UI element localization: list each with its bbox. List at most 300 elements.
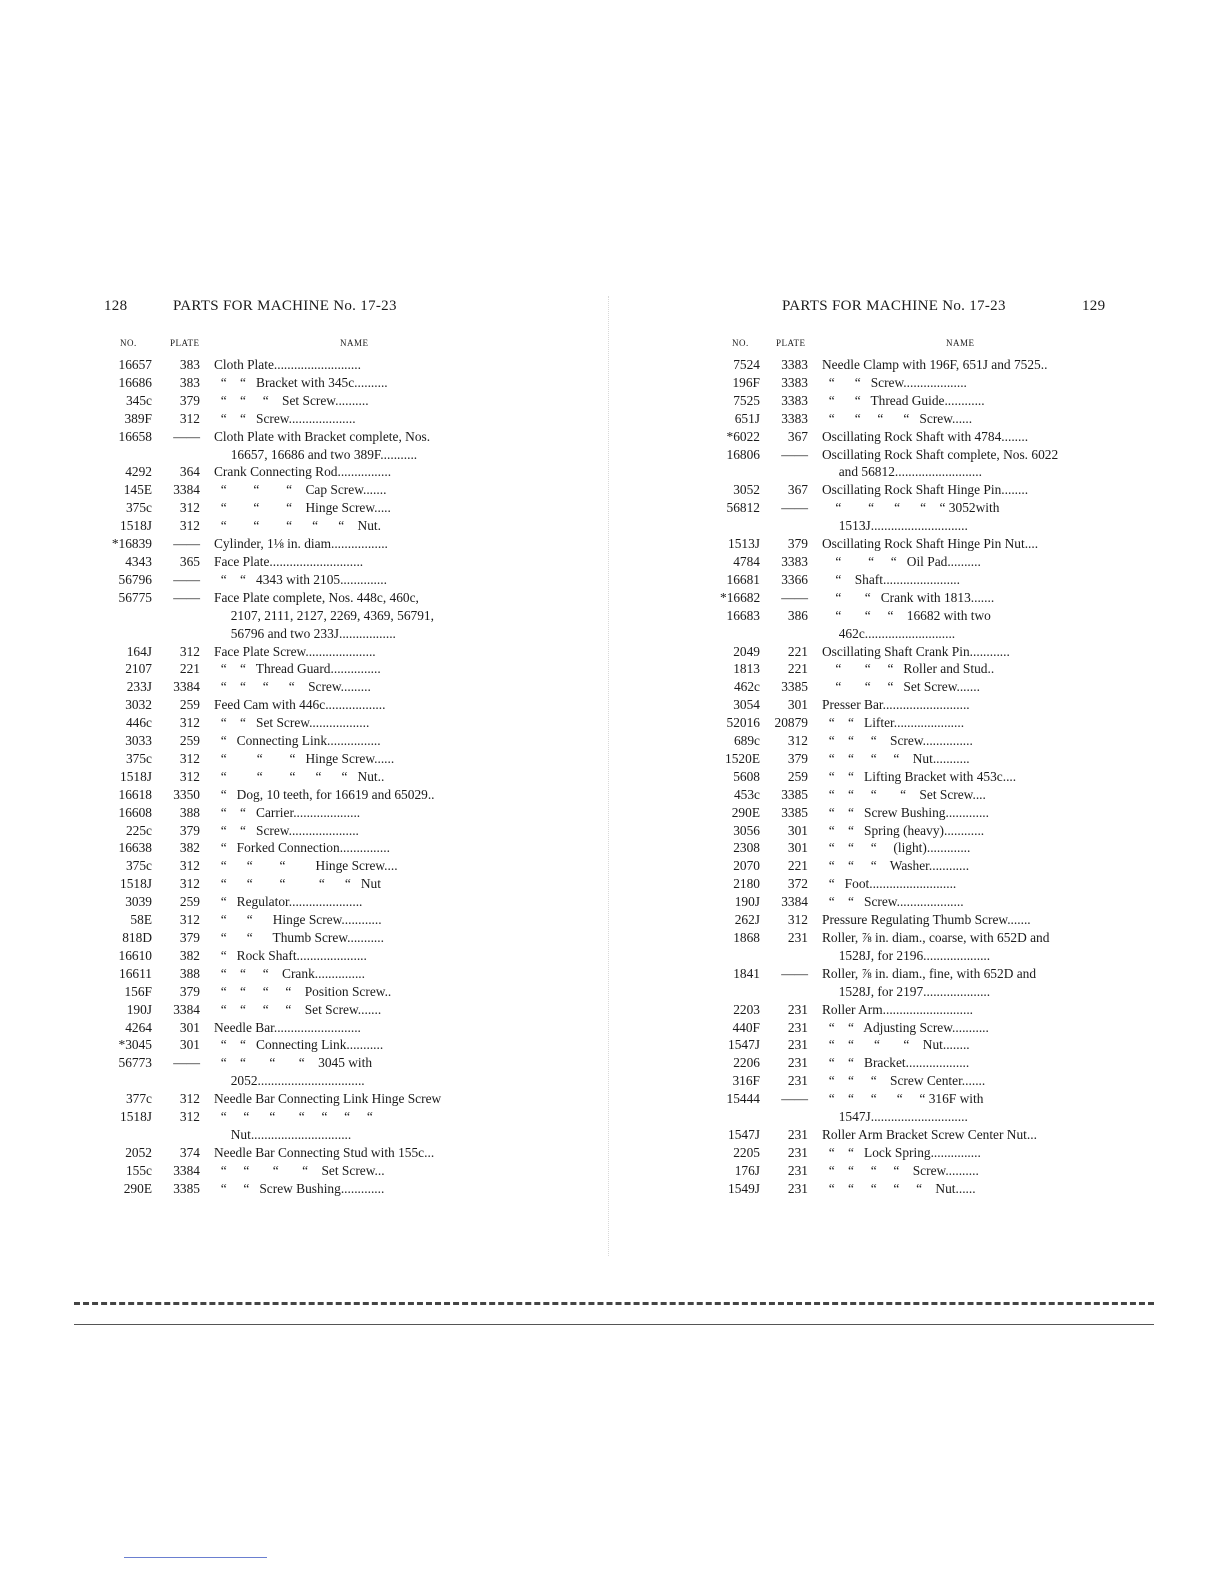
part-number: 3033	[125, 733, 152, 749]
part-number: 7524	[733, 357, 760, 372]
table-row	[720, 589, 1105, 607]
part-name: Face Plate complete, Nos. 448c, 460c,	[214, 589, 419, 605]
table-row	[720, 1072, 1105, 1090]
table-row	[104, 1126, 500, 1144]
part-name: Oscillating Rock Shaft Hinge Pin Nut....	[822, 536, 1039, 552]
plate-number: 382	[179, 840, 200, 856]
part-number: 3032	[125, 697, 152, 713]
part-name: “ “ Bracket with 345c..........	[214, 374, 388, 390]
part-name: “ “ Crank with 1813.......	[822, 589, 995, 605]
plate-number: 231	[787, 1073, 808, 1089]
part-number: 2070	[733, 858, 760, 874]
table-row	[104, 822, 500, 840]
table-row	[104, 410, 500, 428]
part-name: “ “ Set Screw..................	[214, 715, 370, 731]
plate-number: ——	[781, 1091, 808, 1107]
part-name: “ “ “ “ Nut...........	[822, 750, 970, 766]
plate-number: 312	[787, 912, 808, 928]
table-row	[104, 804, 500, 822]
part-number: *6022	[726, 428, 760, 444]
plate-number: 3366	[781, 571, 808, 587]
part-number: 16608	[118, 804, 152, 820]
col-plate-header: PLATE	[170, 338, 200, 348]
part-name: 1528J, for 2196....................	[822, 947, 991, 963]
plate-number: 301	[787, 840, 808, 856]
right-page-number: 129	[1082, 298, 1106, 314]
part-name: Face Plate Screw.....................	[214, 643, 376, 659]
plate-number: 231	[787, 1019, 808, 1035]
col-name-header: NAME	[946, 338, 975, 348]
part-number: 4784	[733, 553, 760, 569]
plate-number: 221	[787, 858, 808, 874]
plate-number: 379	[179, 930, 200, 945]
part-name: Oscillating Rock Shaft Hinge Pin........	[822, 482, 1029, 498]
table-row	[104, 374, 500, 392]
table-row	[720, 983, 1105, 1001]
part-name: Face Plate............................	[214, 553, 364, 569]
table-row	[720, 696, 1105, 714]
part-name: “ “ “ “ Nut........	[822, 1037, 970, 1053]
part-number: 4343	[125, 553, 152, 569]
part-name: “ “ “ Hinge Screw......	[214, 750, 395, 766]
part-number: 16657	[118, 357, 152, 372]
table-row	[720, 1036, 1105, 1054]
part-name: Cylinder, 1⅛ in. diam.................	[214, 536, 388, 552]
plate-number: 312	[179, 1109, 200, 1125]
part-number: 1518J	[120, 1109, 152, 1125]
table-row	[104, 1090, 500, 1108]
left-page	[104, 298, 500, 1198]
table-row	[720, 678, 1105, 696]
part-name: “ Shaft.......................	[822, 571, 960, 587]
part-number: 58E	[130, 912, 152, 928]
part-number: 16681	[726, 571, 760, 587]
table-row	[720, 947, 1105, 965]
part-name: “ “ “ “ Set Screw....	[822, 786, 986, 802]
part-number: 290E	[731, 804, 760, 820]
part-name: 1513J.............................	[822, 518, 968, 534]
part-number: 7525	[733, 392, 760, 408]
part-name: 2052................................	[214, 1073, 365, 1089]
plate-number: 379	[787, 750, 808, 766]
plate-number: 3384	[173, 482, 200, 498]
part-name: “ “ “ Crank...............	[214, 965, 365, 981]
table-row	[720, 1180, 1105, 1198]
part-number: *16839	[111, 536, 152, 552]
part-name: Crank Connecting Rod................	[214, 464, 392, 480]
table-row	[720, 374, 1105, 392]
part-name: Roller Arm...........................	[822, 1001, 974, 1017]
plate-number: 374	[179, 1144, 200, 1160]
part-number: 1868	[733, 930, 760, 945]
plate-number: 231	[787, 1162, 808, 1178]
right-column-headers	[720, 338, 1105, 354]
part-name: Pressure Regulating Thumb Screw.......	[822, 912, 1031, 928]
plate-number: 379	[787, 536, 808, 552]
part-name: “ “ Screw...................	[822, 374, 967, 390]
part-name: “ “ “ Set Screw.......	[822, 679, 980, 695]
plate-number: 3383	[781, 553, 808, 569]
plate-number: 312	[179, 768, 200, 784]
table-row	[104, 1001, 500, 1019]
part-name: “ “ “ “ Set Screw...	[214, 1162, 385, 1178]
plate-number: 372	[787, 876, 808, 892]
plate-number: 312	[179, 1091, 200, 1107]
plate-number: 312	[179, 876, 200, 892]
part-number: 462c	[733, 679, 760, 695]
table-row	[720, 768, 1105, 786]
plate-number: 3383	[781, 357, 808, 372]
table-row	[720, 714, 1105, 732]
part-number: 3052	[733, 482, 760, 498]
plate-number: 312	[179, 410, 200, 426]
part-name: “ “ “ “ “ 3052with	[822, 500, 1000, 516]
plate-number: 231	[787, 1055, 808, 1071]
col-no-header: NO.	[732, 338, 749, 348]
table-row	[104, 535, 500, 553]
table-row	[720, 1162, 1105, 1180]
plate-number: 388	[179, 965, 200, 981]
plate-number: 367	[787, 428, 808, 444]
part-number: 16618	[118, 786, 152, 802]
left-page-number: 128	[104, 298, 128, 314]
table-row	[720, 786, 1105, 804]
part-number: 155c	[125, 1162, 152, 1178]
table-row	[104, 875, 500, 893]
part-number: 16683	[726, 607, 760, 623]
table-row	[104, 929, 500, 947]
table-row	[104, 714, 500, 732]
table-row	[720, 553, 1105, 571]
part-number: 262J	[734, 912, 760, 928]
part-number: 1547J	[728, 1126, 760, 1142]
part-name: “ “ Connecting Link...........	[214, 1037, 384, 1053]
plate-number: 312	[179, 518, 200, 534]
plate-number: ——	[173, 428, 200, 444]
part-number: 233J	[126, 679, 152, 695]
part-name: “ “ Spring (heavy)............	[822, 822, 985, 838]
plate-number: 3384	[173, 679, 200, 695]
table-row	[104, 356, 500, 374]
plate-number: 3383	[781, 374, 808, 390]
part-name: “ Regulator......................	[214, 894, 363, 910]
part-name: and 56812..........................	[822, 464, 982, 480]
part-number: 5608	[733, 768, 760, 784]
part-name: Needle Bar Connecting Stud with 155c...	[214, 1144, 435, 1160]
table-row	[104, 1072, 500, 1090]
part-name: “ Connecting Link................	[214, 733, 381, 749]
table-row	[720, 804, 1105, 822]
part-number: 2180	[733, 876, 760, 892]
plate-number: 301	[179, 1037, 200, 1053]
table-row	[104, 571, 500, 589]
table-row	[104, 660, 500, 678]
part-number: 4264	[125, 1019, 152, 1035]
part-name: “ “ Hinge Screw............	[214, 912, 382, 928]
part-number: 16686	[118, 374, 152, 390]
part-name: “ “ Screw....................	[214, 410, 356, 426]
table-row	[104, 1036, 500, 1054]
plate-number: 382	[179, 947, 200, 963]
part-number: 375c	[125, 858, 152, 874]
table-row	[104, 1054, 500, 1072]
plate-number: 3384	[173, 1001, 200, 1017]
table-row	[720, 839, 1105, 857]
table-row	[720, 643, 1105, 661]
plate-number: 3385	[781, 679, 808, 695]
table-row	[104, 392, 500, 410]
scan-edge-line	[74, 1324, 1154, 1325]
part-name: “ “ Screw Bushing.............	[214, 1180, 385, 1196]
part-name: “ “ “ “ Screw..........	[822, 1162, 979, 1178]
table-row	[104, 607, 500, 625]
part-name: Oscillating Rock Shaft complete, Nos. 6022	[822, 446, 1059, 462]
plate-number: 301	[787, 822, 808, 838]
table-row	[720, 607, 1105, 625]
part-name: “ “ “ Set Screw..........	[214, 392, 369, 408]
plate-number: ——	[173, 536, 200, 552]
part-number: 3039	[125, 894, 152, 910]
part-number: 453c	[733, 786, 760, 802]
table-row	[720, 1126, 1105, 1144]
part-name: “ “ “ “ Screw.........	[214, 679, 371, 695]
plate-number: 3385	[173, 1180, 200, 1196]
plate-number: 312	[179, 858, 200, 874]
table-row	[720, 822, 1105, 840]
table-row	[104, 643, 500, 661]
part-name: Needle Bar..........................	[214, 1019, 361, 1035]
part-number: 225c	[125, 822, 152, 838]
plate-number: ——	[781, 965, 808, 981]
part-name: “ “ Screw....................	[822, 894, 964, 910]
left-column-headers	[104, 338, 500, 354]
page-gutter	[608, 296, 610, 1256]
plate-number: 3385	[781, 804, 808, 820]
plate-number: 221	[787, 661, 808, 677]
plate-number: 379	[179, 822, 200, 838]
plate-number: 367	[787, 482, 808, 498]
table-row	[720, 1108, 1105, 1126]
table-row	[720, 481, 1105, 499]
part-number: 1841	[733, 965, 760, 981]
part-name: “ “ “ Screw Center.......	[822, 1073, 986, 1089]
part-number: 145E	[123, 482, 152, 498]
part-number: 290E	[123, 1180, 152, 1196]
part-name: Roller, ⅞ in. diam., coarse, with 652D and	[822, 930, 1050, 945]
table-row	[104, 786, 500, 804]
table-row	[104, 481, 500, 499]
part-number: 190J	[734, 894, 760, 910]
table-row	[720, 1090, 1105, 1108]
table-row	[104, 625, 500, 643]
table-row	[720, 1019, 1105, 1037]
part-name: “ “ “ “ “ Nut	[214, 876, 381, 892]
part-name: Oscillating Shaft Crank Pin............	[822, 643, 1010, 659]
table-row	[104, 839, 500, 857]
table-row	[104, 983, 500, 1001]
part-name: Cloth Plate with Bracket complete, Nos.	[214, 428, 431, 444]
table-row	[720, 356, 1105, 374]
table-row	[720, 893, 1105, 911]
plate-number: ——	[781, 589, 808, 605]
plate-number: 3383	[781, 410, 808, 426]
table-row	[104, 750, 500, 768]
table-row	[104, 1180, 500, 1198]
table-row	[720, 428, 1105, 446]
part-name: “ “ “ “ “ Nut..	[214, 768, 385, 784]
table-row	[720, 965, 1105, 983]
part-number: 156F	[124, 983, 152, 999]
part-number: 2107	[125, 661, 152, 677]
part-number: 2203	[733, 1001, 760, 1017]
part-name: “ “ “ Oil Pad..........	[822, 553, 981, 569]
part-name: “ “ Thumb Screw...........	[214, 930, 384, 945]
table-row	[104, 463, 500, 481]
part-number: 176J	[734, 1162, 760, 1178]
part-number: 164J	[126, 643, 152, 659]
part-name: 56796 and two 233J.................	[214, 625, 396, 641]
plate-number: 231	[787, 1126, 808, 1142]
table-row	[720, 571, 1105, 589]
table-row	[104, 768, 500, 786]
plate-number: 383	[179, 357, 200, 372]
plate-number: 364	[179, 464, 200, 480]
plate-number: 221	[787, 643, 808, 659]
part-name: “ “ “ “ 3045 with	[214, 1055, 373, 1071]
plate-number: 231	[787, 930, 808, 945]
part-name: “ “ Adjusting Screw...........	[822, 1019, 989, 1035]
table-row	[104, 911, 500, 929]
left-page-header	[104, 298, 500, 318]
part-name: “ “ “ Hinge Screw....	[214, 858, 398, 874]
plate-number: 259	[179, 697, 200, 713]
part-name: “ “ Thread Guard...............	[214, 661, 381, 677]
part-name: “ “ Lock Spring...............	[822, 1144, 981, 1160]
part-number: 52016	[726, 715, 760, 731]
part-number: 3054	[733, 697, 760, 713]
part-name: “ “ Carrier....................	[214, 804, 361, 820]
table-row	[720, 660, 1105, 678]
part-number: 1518J	[120, 876, 152, 892]
part-name: Cloth Plate..........................	[214, 357, 361, 372]
part-number: 16610	[118, 947, 152, 963]
part-number: *3045	[118, 1037, 152, 1053]
part-name: “ “ “ Hinge Screw.....	[214, 500, 391, 516]
table-row	[720, 499, 1105, 517]
plate-number: 386	[787, 607, 808, 623]
part-number: 56773	[118, 1055, 152, 1071]
plate-number: 3384	[781, 894, 808, 910]
part-name: 16657, 16686 and two 389F...........	[214, 446, 418, 462]
part-name: “ “ “ Roller and Stud..	[822, 661, 995, 677]
part-name: Needle Clamp with 196F, 651J and 7525..	[822, 357, 1048, 372]
part-number: 2206	[733, 1055, 760, 1071]
scan-margin-mark	[124, 1557, 267, 1558]
part-name: 1547J.............................	[822, 1109, 968, 1125]
part-number: 375c	[125, 750, 152, 766]
plate-number: 312	[179, 643, 200, 659]
part-name: “ “ “ 16682 with two	[822, 607, 991, 623]
plate-number: 312	[179, 750, 200, 766]
table-row	[104, 553, 500, 571]
table-row	[720, 517, 1105, 535]
table-row	[104, 947, 500, 965]
plate-number: 259	[179, 733, 200, 749]
plate-number: 301	[179, 1019, 200, 1035]
part-number: *16682	[720, 589, 761, 605]
part-number: 389F	[124, 410, 152, 426]
part-number: 375c	[125, 500, 152, 516]
plate-number: 379	[179, 392, 200, 408]
plate-number: 301	[787, 697, 808, 713]
part-name: “ Rock Shaft.....................	[214, 947, 367, 963]
table-row	[720, 732, 1105, 750]
table-row	[720, 750, 1105, 768]
table-row	[720, 410, 1105, 428]
col-no-header: NO.	[120, 338, 137, 348]
plate-number: 3384	[173, 1162, 200, 1178]
part-number: 2052	[125, 1144, 152, 1160]
plate-number: 3350	[173, 786, 200, 802]
part-name: “ “ “ Washer............	[822, 858, 970, 874]
left-page-title: PARTS FOR MACHINE No. 17-23	[173, 298, 397, 314]
part-number: 4292	[125, 464, 152, 480]
part-name: 462c...........................	[822, 625, 956, 641]
part-number: 1518J	[120, 518, 152, 534]
plate-number: ——	[173, 589, 200, 605]
part-name: Roller Arm Bracket Screw Center Nut...	[822, 1126, 1037, 1142]
col-name-header: NAME	[340, 338, 369, 348]
table-row	[104, 965, 500, 983]
table-row	[720, 1001, 1105, 1019]
table-row	[720, 392, 1105, 410]
part-number: 16611	[119, 965, 152, 981]
part-number: 1520E	[725, 750, 760, 766]
table-row	[104, 893, 500, 911]
right-page	[720, 298, 1105, 1198]
table-row	[720, 1144, 1105, 1162]
table-row	[720, 911, 1105, 929]
table-row	[104, 589, 500, 607]
part-number: 2049	[733, 643, 760, 659]
part-number: 196F	[732, 374, 760, 390]
plate-number: 379	[179, 983, 200, 999]
plate-number: 259	[179, 894, 200, 910]
part-name: “ Foot..........................	[822, 876, 957, 892]
part-name: “ Dog, 10 teeth, for 16619 and 65029..	[214, 786, 435, 802]
plate-number: 231	[787, 1037, 808, 1053]
part-name: Nut..............................	[214, 1126, 352, 1142]
part-number: 56812	[726, 500, 760, 516]
part-name: “ “ “ Screw...............	[822, 733, 973, 749]
table-row	[720, 1054, 1105, 1072]
plate-number: 312	[787, 733, 808, 749]
right-parts-list	[720, 356, 1105, 1198]
part-name: 1528J, for 2197....................	[822, 983, 991, 999]
part-name: 2107, 2111, 2127, 2269, 4369, 56791,	[214, 607, 434, 623]
right-page-header	[720, 298, 1105, 318]
part-number: 1547J	[728, 1037, 760, 1053]
plate-number: ——	[781, 500, 808, 516]
table-row	[104, 1019, 500, 1037]
plate-number: 20879	[774, 715, 808, 731]
part-name: “ “ “ (light).............	[822, 840, 971, 856]
plate-number: 312	[179, 500, 200, 516]
part-number: 689c	[733, 733, 760, 749]
part-number: 651J	[734, 410, 760, 426]
table-row	[104, 428, 500, 446]
part-name: Oscillating Rock Shaft with 4784........	[822, 428, 1029, 444]
